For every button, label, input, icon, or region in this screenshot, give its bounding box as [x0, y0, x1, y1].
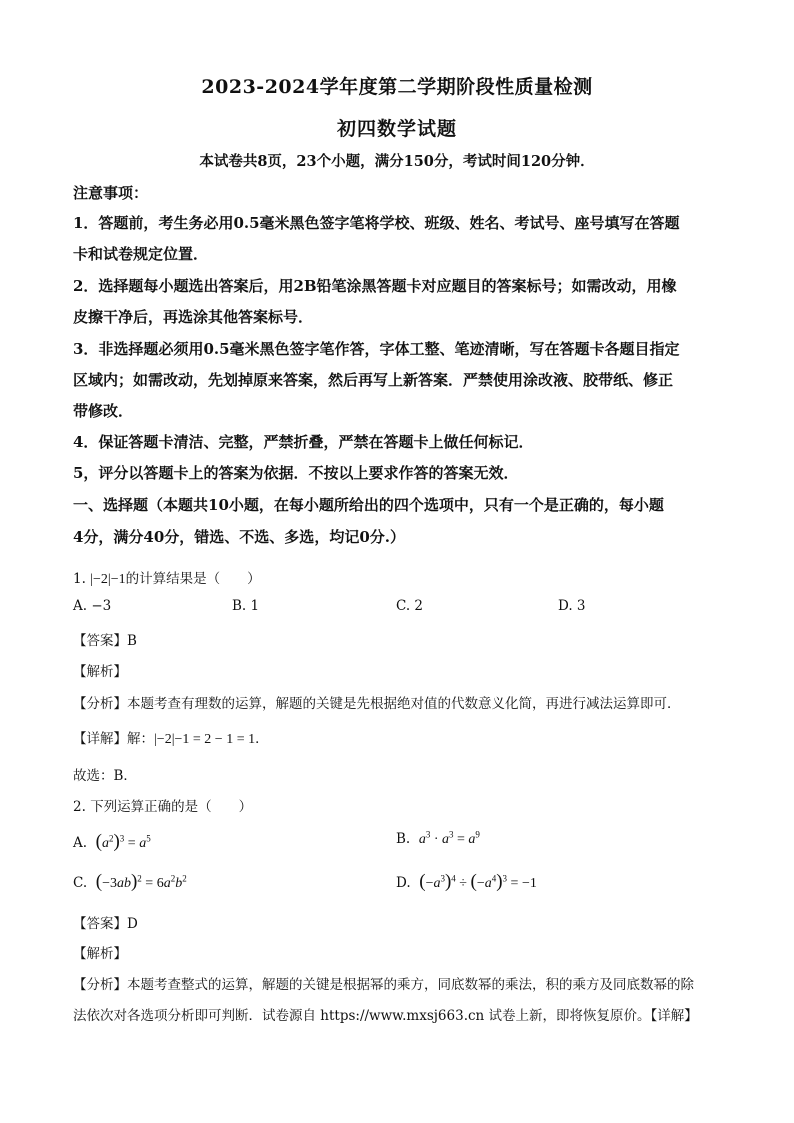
option-b: B. 1: [232, 598, 260, 614]
exam-meta: 本试卷共8页，23个小题，满分150分，考试时间120分钟．: [199, 153, 595, 170]
notice-line: 5，评分以答题卡上的答案为依据．不按以上要求作答的答案无效．: [73, 464, 519, 482]
option-label: A.: [73, 835, 88, 851]
analysis-label: 【解析】: [73, 946, 127, 962]
notice-line: 3．非选择题必须用0.5毫米黑色签字笔作答，字体工整、笔迹清晰，写在答题卡各题目指定: [73, 340, 680, 358]
analysis-text: 法依次对各选项分析即可判断．试卷源自 https://www.mxsj663.cn 试卷上新，即将恢复原价。【详解】: [73, 1008, 698, 1024]
answer-label: 【答案】D: [73, 916, 138, 932]
question-number: 1.: [73, 571, 86, 587]
math-expression: |−2|−1 = 2 − 1 = 1: [154, 732, 256, 747]
notice-heading: 注意事项：: [73, 184, 149, 202]
notice-line: 1．答题前，考生务必用0.5毫米黑色签字笔将学校、班级、姓名、考试号、座号填写在答题: [73, 214, 680, 232]
question-number: 2.: [73, 799, 86, 815]
notice-line: 2．选择题每小题选出答案后，用2B铅笔涂黑答题卡对应题目的答案标号；如需改动，用橡: [73, 277, 677, 295]
option-d: D. $(-a^3)^4 \div (-a^4)^3 = -1$: [396, 871, 537, 892]
section-heading: 一、选择题（本题共10小题，在每小题所给出的四个选项中，只有一个是正确的，每小题: [73, 496, 664, 514]
analysis-label: 【解析】: [73, 664, 127, 680]
detail-text: [73, 727, 723, 748]
question-1-stem: [73, 567, 723, 588]
detail-end: ．: [255, 731, 269, 747]
answer-label: 【答案】B: [73, 633, 137, 649]
question-text: 下列运算正确的是（ ）: [90, 799, 253, 815]
option-label: D.: [396, 875, 411, 891]
option-label: B.: [396, 831, 411, 847]
option-label: C.: [73, 875, 88, 891]
option-a: A. −3: [73, 598, 112, 614]
exam-subtitle: 初四数学试题: [336, 118, 457, 140]
exam-title: 2023-2024学年度第二学期阶段性质量检测: [201, 76, 593, 98]
notice-line: 带修改．: [73, 402, 134, 420]
option-c: C. 2: [396, 598, 424, 614]
question-2-stem: [73, 795, 723, 815]
analysis-text: 【分析】本题考查有理数的运算，解题的关键是先根据绝对值的代数意义化简，再进行减法运算即可．: [73, 696, 681, 712]
notice-line: 皮擦干净后，再选涂其他答案标号．: [73, 308, 314, 326]
option-b: B. $a^3 \cdot a^3 = a^9$: [396, 829, 480, 847]
option-d: D. 3: [558, 598, 586, 614]
math-expression: |−2|−1: [90, 572, 126, 587]
notice-line: 区域内；如需改动，先划掉原来答案，然后再写上新答案．严禁使用涂改液、胶带纸、修正: [73, 371, 674, 389]
notice-line: 4．保证答题卡清洁、完整，严禁折叠，严禁在答题卡上做任何标记．: [73, 433, 534, 451]
section-heading: 4分，满分40分，错选、不选、多选，均记0分.）: [73, 528, 405, 546]
conclusion-text: 故选：B．: [73, 768, 137, 784]
question-text: 的计算结果是（ ）: [125, 571, 261, 587]
analysis-text: 【分析】本题考查整式的运算，解题的关键是根据幂的乘方，同底数幂的乘法，积的乘方及同底数幂的除: [73, 977, 694, 993]
option-c: C. $(-3ab)^2 = 6a^2b^2$: [73, 871, 187, 892]
option-a: A. $(a^2)^3 = a^5$: [73, 831, 151, 852]
detail-label: 【详解】解：: [73, 731, 154, 747]
notice-line: 卡和试卷规定位置．: [73, 245, 209, 263]
